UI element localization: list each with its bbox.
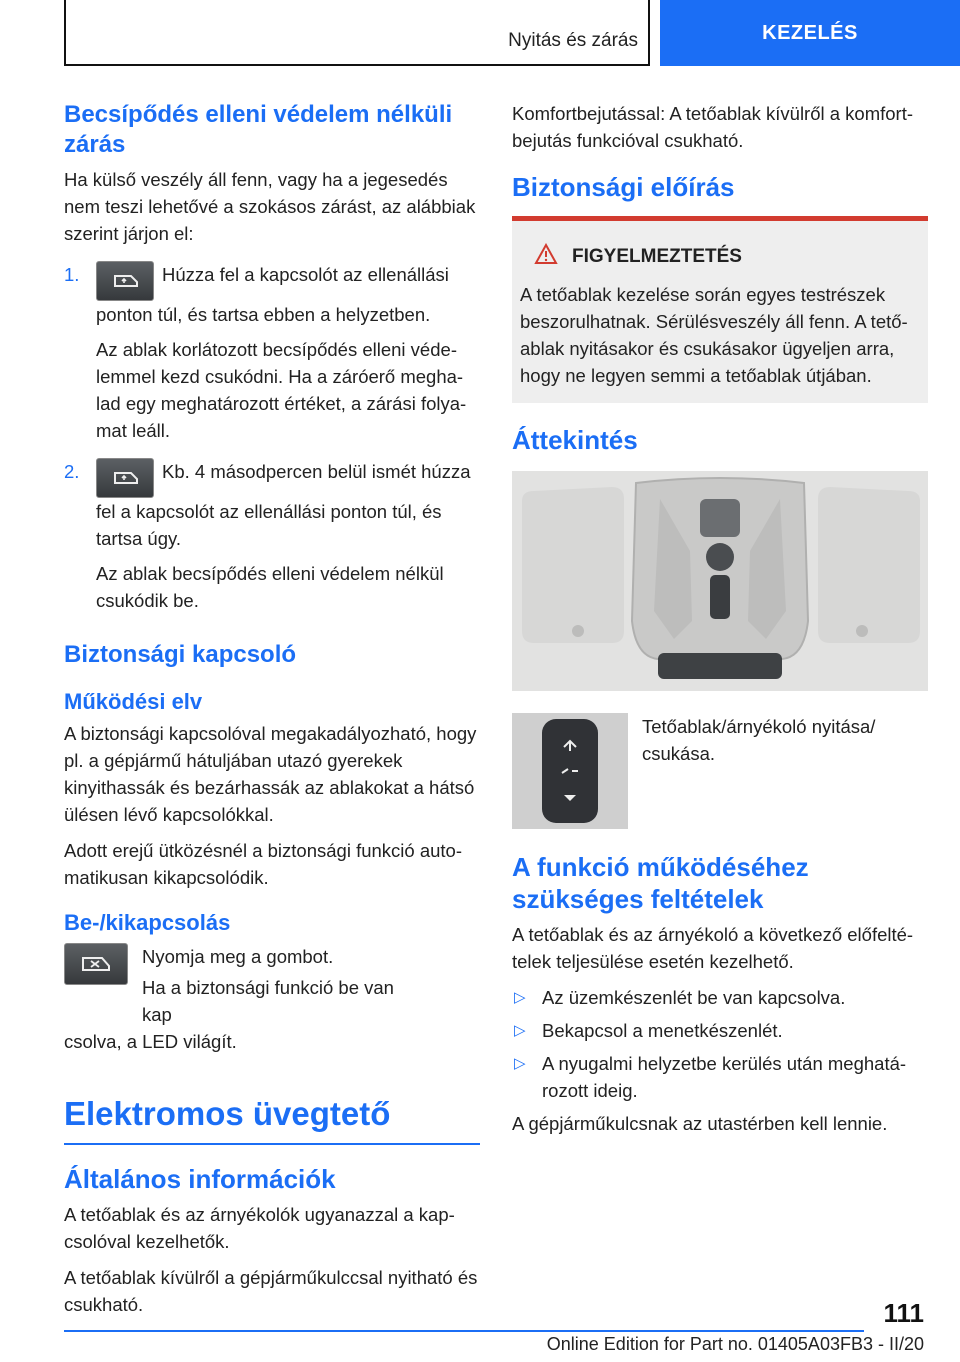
- triangle-bullet-icon: ▷: [514, 1055, 526, 1072]
- step-1-note: Az ablak korlátozott becsípődés elleni védelemmel kezd csukódni. Ha a záróerő meghalad egy meghatározott értéket, a zárási folyamat leáll.: [96, 339, 467, 441]
- on-off-line: Ha a biztonsági funkció be van kap: [142, 977, 394, 1025]
- paragraph-principle-2: Adott erejű ütközésnél a biztonsági funkció automatikusan kikapcsolódik.: [64, 840, 463, 888]
- sunroof-switch-photo: [512, 713, 628, 829]
- window-switch-icon: [96, 458, 154, 498]
- paragraph-comfort-access: Komfortbejutással: A tetőablak kívülről a komfortbejutás funkcióval csukható.: [512, 103, 914, 151]
- heading-sunroof: Elektromos üvegtető: [64, 1095, 391, 1132]
- overhead-console-photo: [512, 471, 928, 691]
- paragraph-general-1: A tetőablak és az árnyékolók ugyanazzal a kapcsolóval kezelhetők.: [64, 1204, 455, 1252]
- heading-sunroof-wrap: [64, 1093, 480, 1145]
- on-off-instruction: Nyomja meg a gombot.: [142, 946, 334, 967]
- paragraph-principle-1: A biztonsági kapcsolóval megakadályozható, hogy pl. a gépjármű hátuljában utazó gyerekek kinyithassák és bezárhassák az ablakokat a hátsó ülésen lévő kapcsolókkal.: [64, 723, 477, 825]
- heading-safety-rule: Biztonsági előírás: [512, 172, 735, 202]
- list-item: ▷ Az üzemkészenlét be van kapcsolva.: [512, 984, 928, 1011]
- step-1-text: Húzza fel a kapcsolót az ellenállási ponton túl, és tartsa ebben a helyzetben.: [96, 264, 449, 325]
- warning-triangle-icon: [534, 243, 558, 271]
- step-number: 1.: [64, 264, 80, 285]
- switch-photo-row: [512, 713, 928, 829]
- on-off-row: [64, 943, 480, 1028]
- heading-principle: Működési elv: [64, 689, 203, 714]
- paragraph-key: A gépjárműkulcsnak az utastérben kell lennie.: [512, 1113, 888, 1134]
- footer-divider: [64, 1330, 864, 1332]
- warning-text: A tetőablak kezelése során egyes testrészek beszorulhatnak. Sérülésveszély áll fenn. A tetőablak nyitásakor és csukásakor ügyeljen arra, hogy ne legyen semmi a tetőablak útjában.: [520, 284, 908, 386]
- list-item: ▷ A nyugalmi helyzetbe kerülés után meghatározott ideig.: [512, 1050, 928, 1104]
- paragraph-general-2: A tetőablak kívülről a gépjárműkulccsal nyitható és csukható.: [64, 1267, 478, 1315]
- heading-safety-switch: Biztonsági kapcsoló: [64, 641, 297, 668]
- heading-pinch-off: Becsípődés elleni védelem nélküli zárás: [64, 101, 453, 158]
- right-column: [512, 100, 928, 1146]
- heading-conditions: A funkció működéséhez szükséges feltételek: [512, 852, 809, 914]
- window-switch-icon: [96, 261, 154, 301]
- warning-title: FIGYELMEZTETÉS: [572, 246, 742, 267]
- paragraph-conditions: A tetőablak és az árnyékoló a következő előfeltételek teljesülése esetén kezelhető.: [512, 924, 914, 972]
- step-2: [64, 458, 480, 622]
- edition-link[interactable]: Online Edition for Part no. 01405A03FB3 - II/20: [546, 1334, 924, 1354]
- child-lock-switch-icon: [64, 943, 128, 985]
- heading-general-info: Általános információk: [64, 1164, 336, 1194]
- warning-box: [512, 216, 928, 403]
- chapter-tab[interactable]: KEZELÉS: [660, 0, 960, 66]
- paragraph-pinch-intro: Ha külső veszély áll fenn, vagy ha a jegesedés nem teszi lehetővé a szokásos zárást, az alábbiak szerint járjon el:: [64, 169, 476, 244]
- triangle-bullet-icon: ▷: [514, 989, 526, 1006]
- on-off-line-2: csolva, a LED világít.: [64, 1031, 237, 1052]
- heading-on-off: Be-/kikapcsolás: [64, 910, 231, 935]
- step-2-text: Kb. 4 másodpercen belül ismét húzza fel a kapcsolót az ellenállási ponton túl, és tartsa úgy.: [96, 461, 471, 549]
- step-number: 2.: [64, 461, 80, 482]
- section-title: Nyitás és zárás: [508, 30, 638, 51]
- list-item: ▷ Bekapcsol a menetkészenlét.: [512, 1017, 928, 1044]
- step-2-note: Az ablak becsípődés elleni védelem nélkül csukódik be.: [96, 563, 444, 611]
- heading-overview: Áttekintés: [512, 425, 638, 455]
- switch-caption: Tetőablak/árnyékoló nyitása/ csukása.: [642, 716, 876, 764]
- step-1: [64, 261, 480, 452]
- triangle-bullet-icon: ▷: [514, 1022, 526, 1039]
- left-column: [64, 100, 480, 1327]
- page-number: 111: [883, 1298, 924, 1328]
